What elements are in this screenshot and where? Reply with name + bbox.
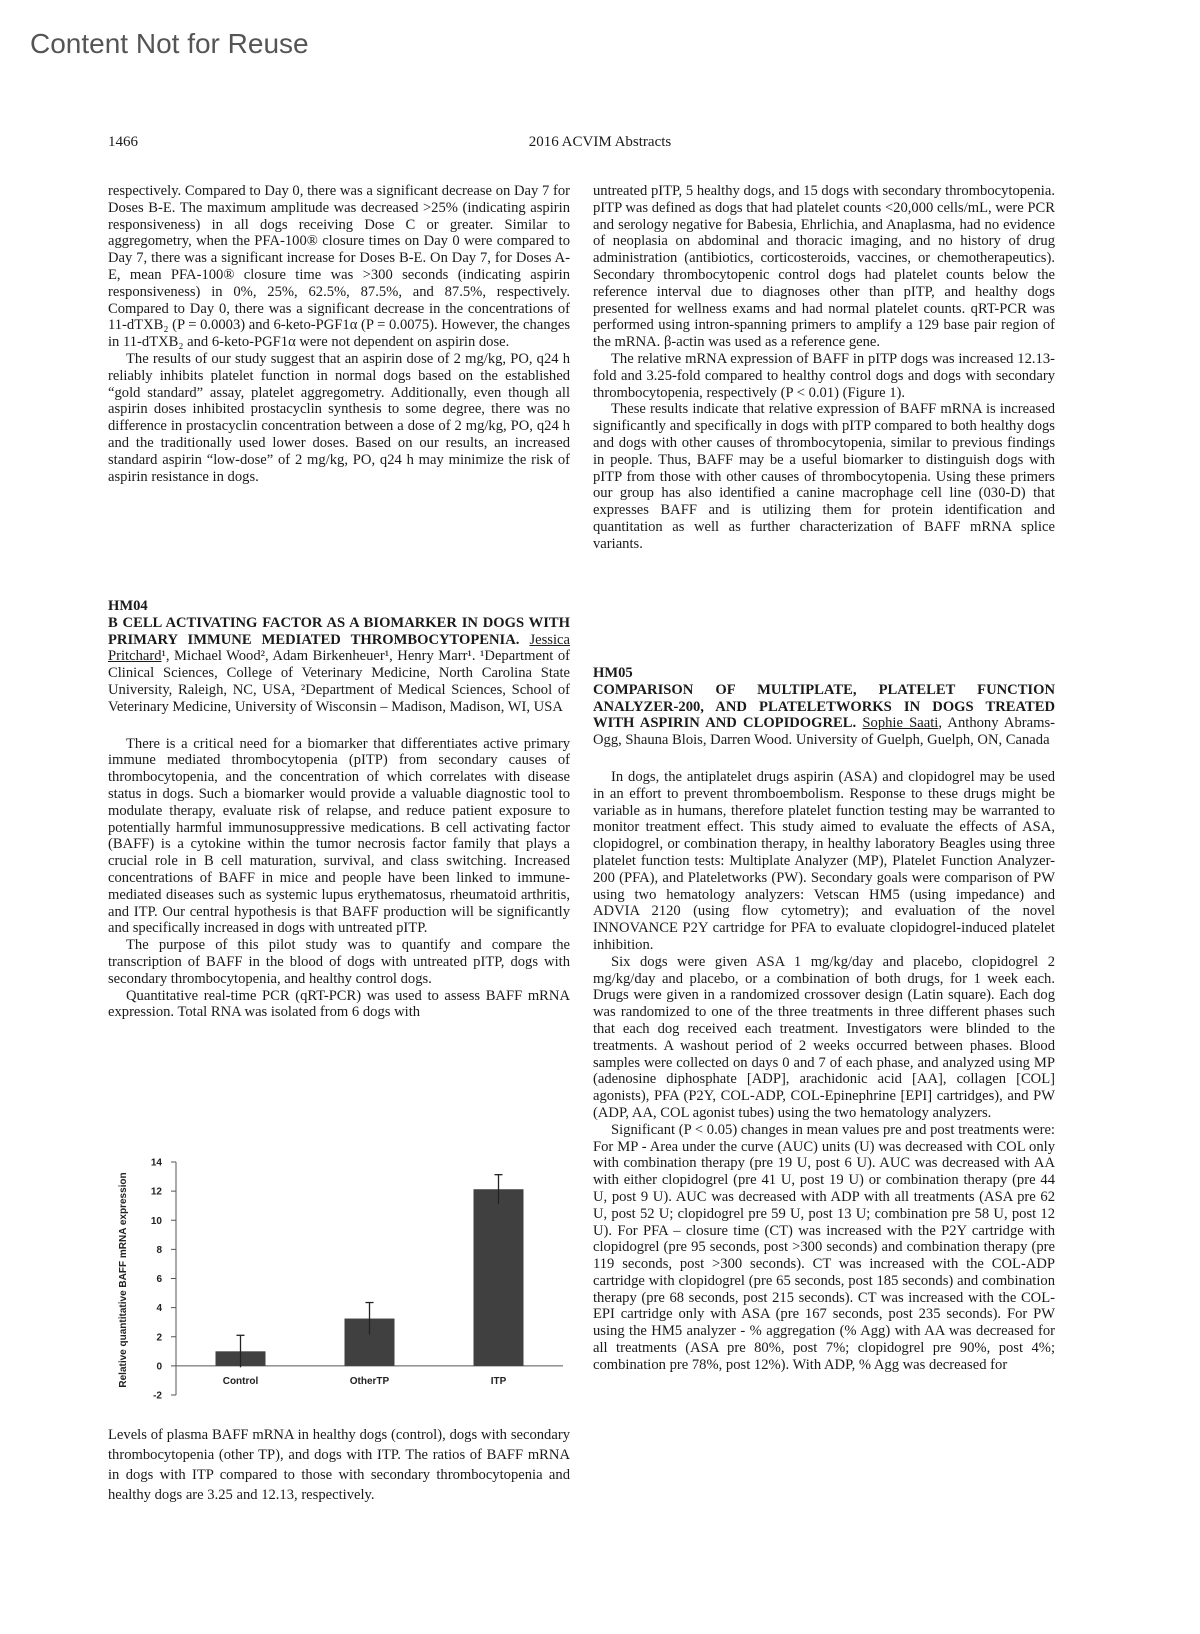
y-tick-label: 10 bbox=[150, 1215, 162, 1227]
abstract-id: HM04 bbox=[108, 598, 148, 614]
abstract-header bbox=[593, 682, 1055, 749]
abstract-header bbox=[108, 615, 570, 716]
abstract-title: COMPARISON OF MULTIPLATE, PLATELET FUNCTION ANALYZER-200, AND PLATELETWORKS IN DOGS TREATED WITH ASPIRIN AND CLOPIDOGREL. bbox=[593, 681, 1055, 732]
presenter-name: Jessica Pritchard bbox=[108, 631, 570, 665]
abstract-title: B CELL ACTIVATING FACTOR AS A BIOMARKER IN DOGS WITH PRIMARY IMMUNE MEDIATED THROMBOCYTOPENIA. bbox=[108, 614, 570, 648]
y-tick-label: 8 bbox=[156, 1244, 162, 1256]
page-number: 1466 bbox=[108, 134, 138, 150]
y-tick-label: 0 bbox=[156, 1361, 162, 1373]
y-tick-label: 6 bbox=[156, 1274, 162, 1285]
y-tick-label: -2 bbox=[153, 1390, 162, 1402]
x-axis-labels bbox=[223, 1376, 507, 1387]
bars bbox=[216, 1175, 524, 1368]
y-tick-label: 14 bbox=[150, 1157, 162, 1169]
figure-caption: Levels of plasma BAFF mRNA in healthy dogs (control), dogs with secondary thrombocytopenia (other TP), and dogs with ITP. The ratios of BAFF mRNA in dogs with ITP compared to those with secondary thrombocytopenia and healthy dogs are 3.25 and 12.13, respectively. bbox=[108, 1427, 570, 1503]
left-column-top bbox=[108, 183, 570, 485]
running-head: 2016 ACVIM Abstracts bbox=[528, 134, 672, 150]
abstract-hm04 bbox=[108, 598, 570, 1021]
bar-itp bbox=[474, 1189, 524, 1366]
abstract-id: HM05 bbox=[593, 665, 633, 681]
paragraph: The relative mRNA expression of BAFF in pITP dogs was increased 12.13-fold and 3.25-fold compared to healthy control dogs and dogs with secondary thrombocytopenia, respectively (P < 0.01) (Figure 1). bbox=[593, 350, 1055, 401]
figure-1-chart bbox=[108, 1150, 570, 1415]
paragraph: The purpose of this pilot study was to quantify and compare the transcription of BAFF in the blood of dogs with untreated pITP, dogs with secondary thrombocytopenia, and healthy control dogs. bbox=[108, 937, 570, 987]
paragraph: The results of our study suggest that an aspirin dose of 2 mg/kg, PO, q24 h reliably inhibits platelet function in normal dogs based on the established “gold standard” assay, platelet aggregometry. Additionally, even though all aspirin doses inhibited prostacyclin synthesis to some degree, there was no difference in prostacyclin concentration between a dose of 2 mg/kg, PO, q24 h and the traditionally used lower doses. Based on our results, an increased standard aspirin “low-dose” of 2 mg/kg, PO, q24 h may minimize the risk of aspirin resistance in dogs. bbox=[108, 350, 570, 485]
bar-chart bbox=[108, 1150, 570, 1415]
author-list: , Anthony Abrams-Ogg, Shauna Blois, Darren Wood. University of Guelph, Guelph, ON, Canada bbox=[593, 715, 1055, 749]
paragraph: Significant (P < 0.05) changes in mean values pre and post treatments were: For MP - Area under the curve (AUC) units (U) was decreased with COL only with combination therapy (pre 19 U, post 6 U). AUC was decreased with AA with either clopidogrel (pre 41 U, post 19 U) or combination therapy (pre 44 U, post 9 U). AUC was decreased with ADP with all treatments (ASA pre 62 U, post 52 U; clopidogrel pre 59 U, post 13 U; combination pre 58 U, post 12 U). For PFA – closure time (CT) was increased with the P2Y cartridge with clopidogrel (pre 95 seconds, post >300 seconds) and combination therapy (pre 119 seconds, post >300 seconds). CT was increased with the COL-ADP cartridge with clopidogrel (pre 65 seconds, post 185 seconds) and combination therapy (pre 68 seconds, post 215 seconds). CT was increased with the COL-EPI cartridge only with ASA (pre 167 seconds, post 235 seconds). For PW using the HM5 analyzer - % aggregation (% Agg) with AA was decreased for all treatments (ASA pre 80%, post 7%; clopidogrel pre 90%, post 4%; combination pre 78%, post 12%). With ADP, % Agg was decreased for bbox=[593, 1121, 1055, 1373]
x-tick-label: Control bbox=[222, 1375, 259, 1387]
paragraph: untreated pITP, 5 healthy dogs, and 15 dogs with secondary thrombocytopenia. pITP was defined as dogs that had platelet counts <20,000 cells/mL, were PCR and serology negative for Babesia, Ehrlichia, and Anaplasma, had no evidence of neoplasia on abdominal and thoracic imaging, and no history of drug administration (antibiotics, corticosteroids, vaccines, or chemotherapeutics). Secondary thrombocytopenic control dogs had platelet counts below the reference interval due to diagnoses other than pITP, and healthy dogs presented for wellness exams and had normal platelet counts. qRT-PCR was performed using intron-spanning primers to amplify a 129 base pair region of the mRNA. β-actin was used as a reference gene. bbox=[593, 183, 1055, 351]
author-list: ¹, Michael Wood², Adam Birkenheuer¹, Henry Marr¹. ¹Department of Clinical Sciences, College of Veterinary Medicine, North Carolina State University, Raleigh, NC, USA, ²Department of Medical Sciences, School of Veterinary Medicine, University of Wisconsin – Madison, Madison, WI, USA bbox=[108, 648, 570, 715]
right-column-top bbox=[593, 183, 1055, 553]
y-axis-label: Relative quantitative BAFF mRNA expression bbox=[118, 1172, 129, 1388]
watermark: Content Not for Reuse bbox=[30, 28, 309, 59]
paragraph: respectively. Compared to Day 0, there was a significant decrease on Day 7 for Doses B-E. The maximum amplitude was decreased >25% (indicating aspirin responsiveness) in all dogs receiving Dose C or greater. Similar to aggregometry, when the PFA-100® closure times on Day 0 were compared to Day 7, there was a significant increase for Doses B-E. On Day 7, for Doses A-E, mean PFA-100® closure time was >300 seconds (indicating aspirin responsiveness) in 0%, 25%, 62.5%, 87.5%, and 87.5%, respectively. Compared to Day 0, there was a significant decrease in the concentrations of 11-dTXB₂ (P = 0.0003) and 6-keto-PGF1α (P = 0.0075). However, the changes in 11-dTXB₂ and 6-keto-PGF1α were not dependent on aspirin dose. bbox=[108, 183, 570, 351]
y-tick-label: 12 bbox=[150, 1186, 162, 1198]
paragraph: There is a critical need for a biomarker that differentiates active primary immune mediated thrombocytopenia (pITP) from secondary causes of thrombocytopenia, and the concentration of which correlates with disease status in dogs. Such a biomarker would provide a valuable diagnostic tool to modulate therapy, evaluate risk of relapse, and reduce patient exposure to potentially harmful immunosuppressive medications. B cell activating factor (BAFF) is a cytokine within the tumor necrosis factor family that plays a crucial role in B cell maturation, survival, and class switching. Increased concentrations of BAFF in mice and people have been linked to immune-mediated diseases such as systemic lupus erythematosus, rheumatoid arthritis, and ITP. Our central hypothesis is that BAFF production will be significantly and specifically increased in dogs with untreated pITP. bbox=[108, 735, 570, 937]
paragraph: Six dogs were given ASA 1 mg/kg/day and placebo, clopidogrel 2 mg/kg/day and placebo, or a combination of both drugs, for 1 week each. Drugs were given in a randomized crossover design (Latin square). Each dog was randomized to one of the three treatments in three different phases such that each dog received each treatment. Investigators were blinded to the treatments. A washout period of 2 weeks occurred between phases. Blood samples were collected on days 0 and 7 of each phase, and analyzed using MP (adenosine diphosphate [ADP], arachidonic acid [AA], collagen [COL] agonists), PFA (P2Y, COL-ADP, COL-Epinephrine [EPI] cartridges), and PW (ADP, AA, COL agonist tubes) using the two hematology analyzers. bbox=[593, 953, 1055, 1121]
abstract-hm05 bbox=[593, 665, 1055, 1374]
x-tick-label: ITP bbox=[490, 1375, 507, 1387]
y-tick-label: 4 bbox=[156, 1303, 162, 1315]
x-tick-label: OtherTP bbox=[349, 1375, 390, 1387]
paragraph: Quantitative real-time PCR (qRT-PCR) was used to assess BAFF mRNA expression. Total RNA was isolated from 6 dogs with bbox=[108, 987, 570, 1021]
paragraph: In dogs, the antiplatelet drugs aspirin (ASA) and clopidogrel may be used in an effort to prevent thromboembolism. Response to these drugs might be variable as in humans, therefore platelet function testing may be warranted to monitor treatment effect. This study aimed to evaluate the effects of ASA, clopidogrel, or combination therapy, in healthy laboratory Beagles using three platelet function tests: Multiplate Analyzer (MP), Platelet Function Analyzer-200 (PFA), and Plateletworks (PW). Secondary goals were comparison of PW using two hematology analyzers: Vetscan HM5 (using impedance) and ADVIA 2120 (using flow cytometry); and evaluation of the novel INNOVANCE P2Y cartridge for PFA to evaluate clopidogrel-induced platelet inhibition. bbox=[593, 768, 1055, 953]
paragraph: These results indicate that relative expression of BAFF mRNA is increased significantly and specifically in dogs with pITP compared to both healthy dogs and dogs with other causes of thrombocytopenia, similar to previous findings in people. Thus, BAFF may be a useful biomarker to distinguish dogs with pITP from those with other causes of thrombocytopenia. Using these primers our group has also identified a canine macrophage cell line (030-D) that expresses BAFF and is utilizing them for protein identification and quantitation as well as further characterization of BAFF mRNA splice variants. bbox=[593, 401, 1055, 552]
presenter-name: Sophie Saati bbox=[862, 715, 939, 732]
y-tick-label: 2 bbox=[156, 1332, 162, 1344]
